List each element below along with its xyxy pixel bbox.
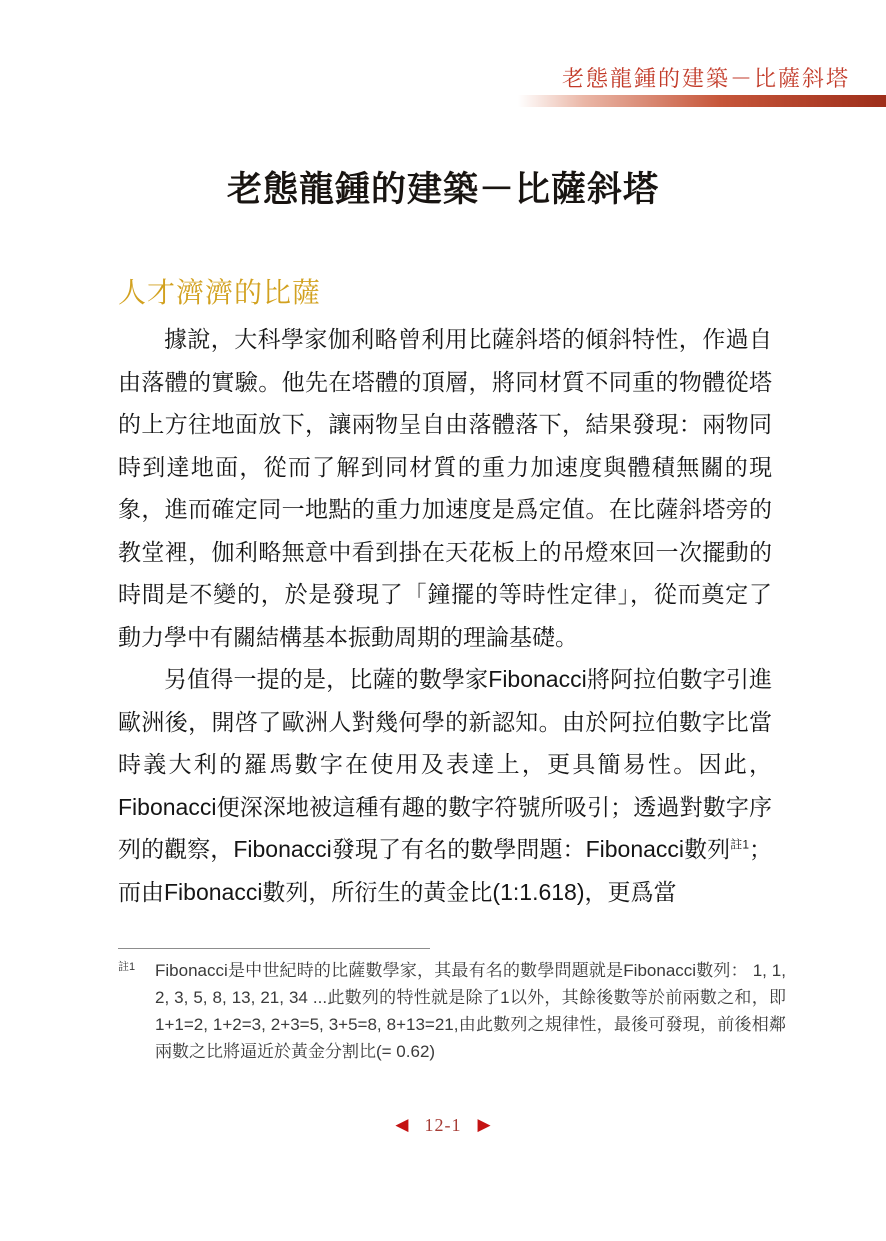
footnote-separator xyxy=(118,948,430,949)
next-page-icon[interactable]: ▶ xyxy=(477,1115,491,1135)
footnote xyxy=(118,957,786,1065)
body-text xyxy=(118,318,772,913)
footnote-ref-1[interactable]: 註1 xyxy=(730,837,749,852)
paragraph-fibonacci-continuation: ；而由Fibonacci數列，所衍生的黃金比(1:1.618)，更爲當 xyxy=(118,836,772,905)
page-footer xyxy=(0,1115,886,1136)
paragraph-galileo: 據說，大科學家伽利略曾利用比薩斜塔的傾斜特性，作過自由落體的實驗。他先在塔體的頂層，將同材質不同重的物體從塔的上方往地面放下，讓兩物呈自由落體落下，結果發現：兩物同時到達地面，從而了解到同材質的重力加速度與體積無關的現象，進而確定同一地點的重力加速度是爲定值。在比薩斜塔旁的教堂裡，伽利略無意中看到掛在天花板上的吊燈來回一次擺動的時間是不變的，於是發現了「鐘擺的等時性定律」，從而奠定了動力學中有關結構基本振動周期的理論基礎。 xyxy=(118,326,772,650)
page-title: 老態龍鍾的建築－比薩斜塔 xyxy=(226,170,659,209)
section-heading: 人才濟濟的比薩 xyxy=(118,278,322,309)
paragraph-fibonacci-text: 另值得一提的是，比薩的數學家Fibonacci將阿拉伯數字引進歐洲後，開啓了歐洲人對幾何學的新認知。由於阿拉伯數字比當時義大利的羅馬數字在使用及表達上，更具簡易性。因此，Fibonacci便深深地被這種有趣的數字符號所吸引；透過對數字序列的觀察，Fibonacci發現了有名的數學問題：Fibonacci數列 xyxy=(118,666,772,862)
footnote-text: Fibonacci是中世紀時的比薩數學家，其最有名的數學問題就是Fibonacci數列： 1, 1, 2, 3, 5, 8, 13, 21, 34 ...此數列的特性就是除了1以外，其餘後數等於前兩數之和，即1+1=2, 1+2=3, 2+3=5, 3+5=8, 8+13=21,由此數列之規律性，最後可發現，前後相鄰兩數之比將逼近於黃金分割比(= 0.62) xyxy=(155,961,786,1061)
footnote-marker: 註1 xyxy=(118,961,136,973)
running-header: 老態龍鍾的建築－比薩斜塔 xyxy=(561,66,850,91)
header-gradient-rule xyxy=(518,95,886,107)
paragraph-fibonacci xyxy=(118,658,772,913)
page-number: 12-1 xyxy=(424,1115,462,1135)
prev-page-icon[interactable]: ◀ xyxy=(395,1115,409,1135)
